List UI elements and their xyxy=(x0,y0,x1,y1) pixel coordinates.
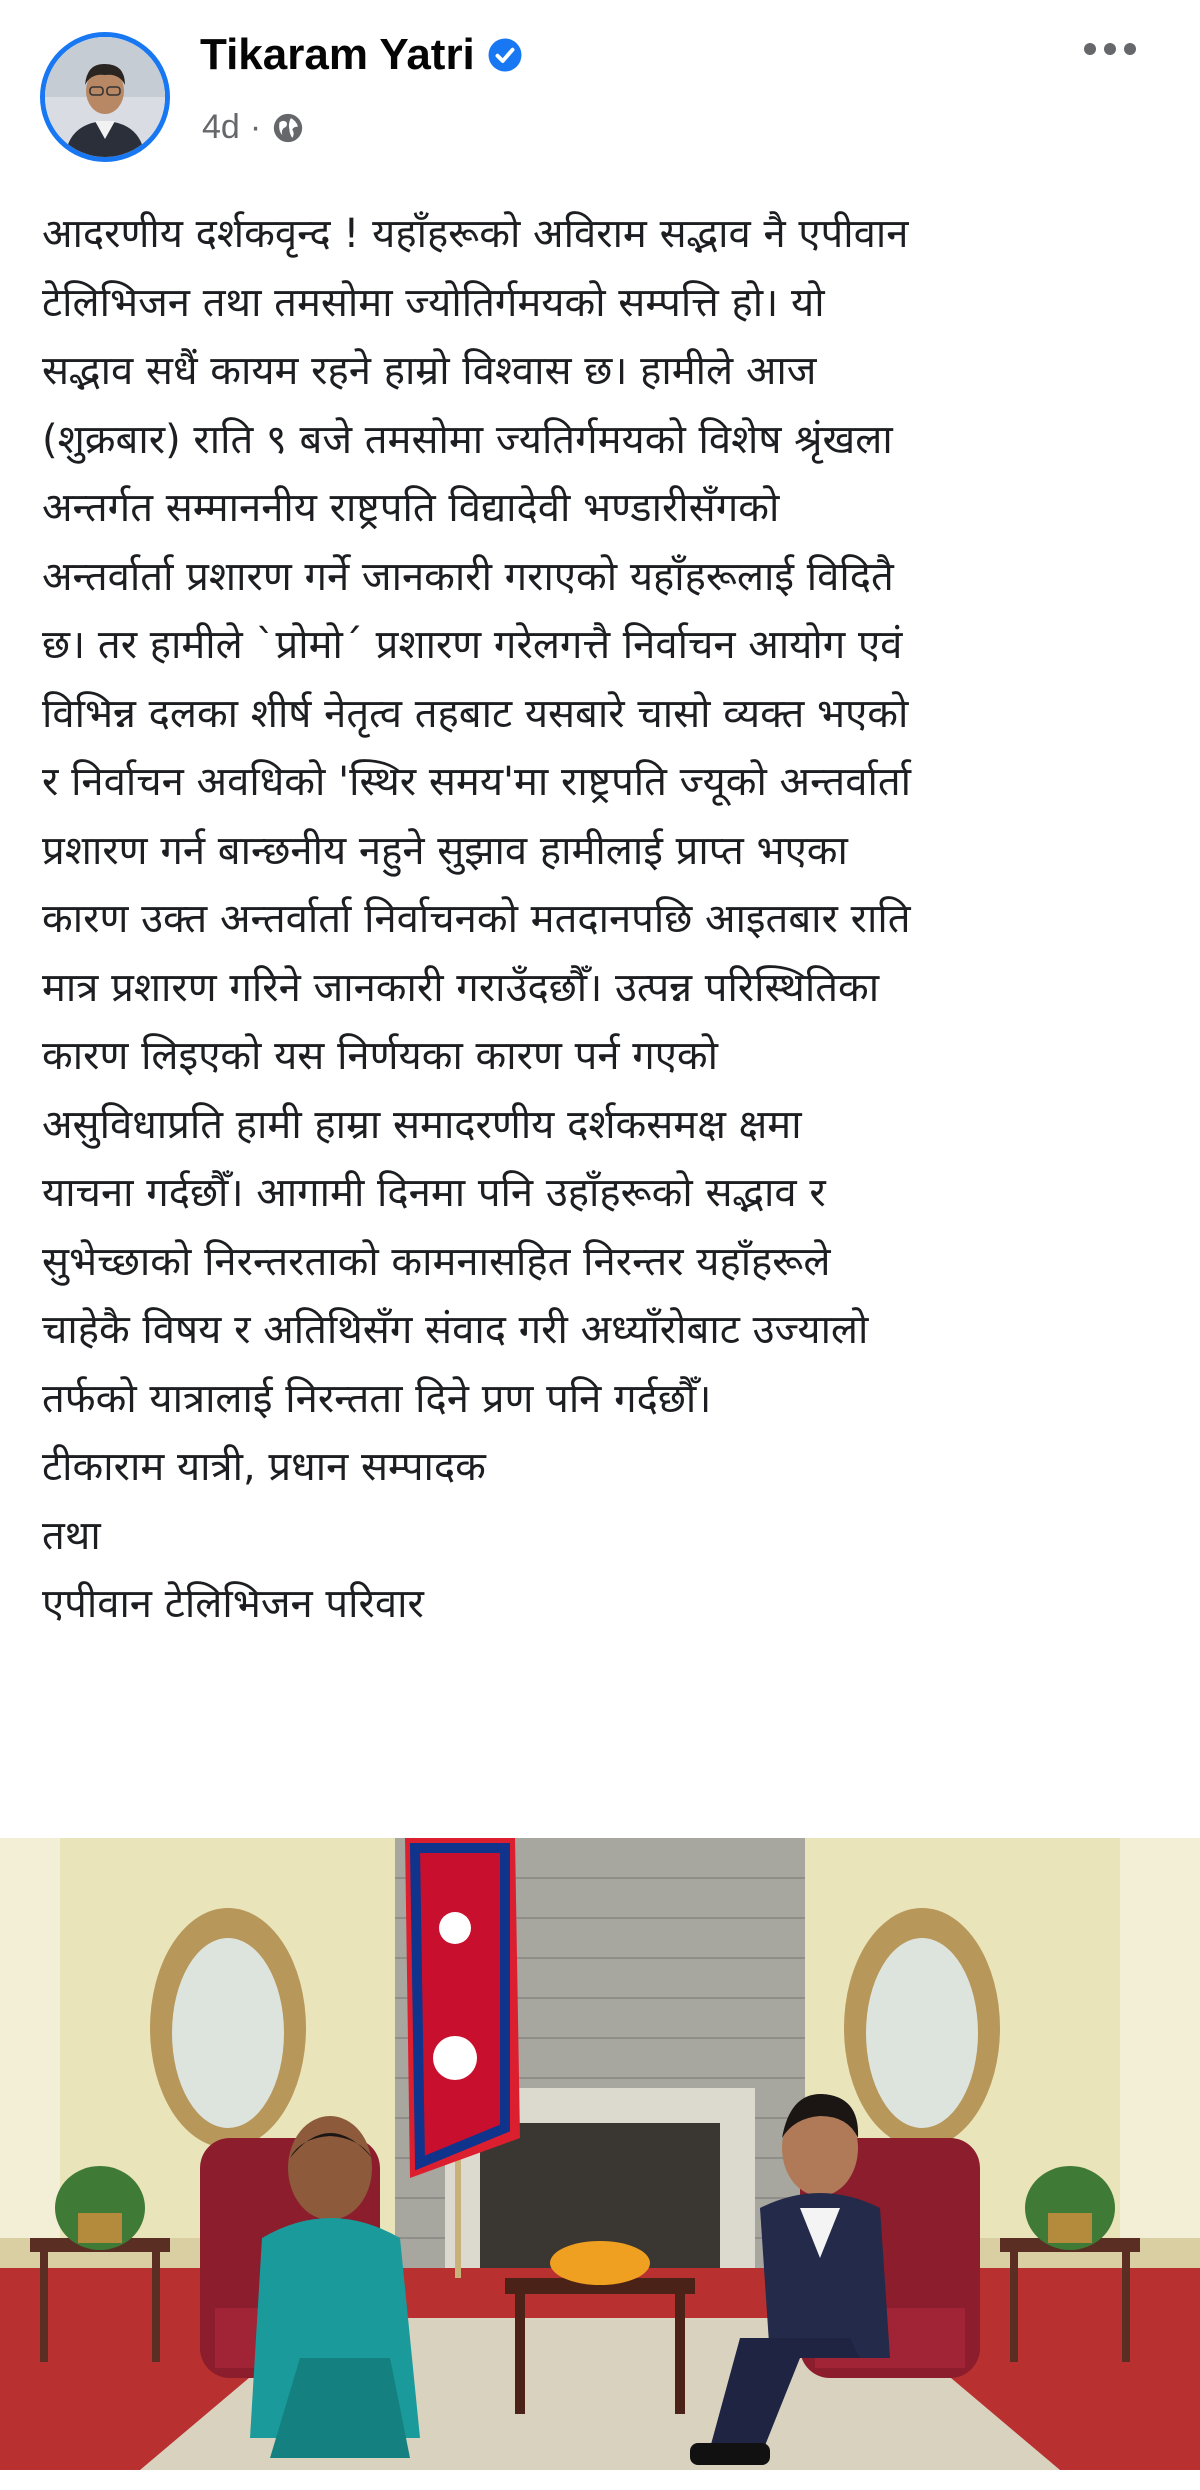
more-dot xyxy=(1104,43,1116,55)
post-text-line: विभिन्न दलका शीर्ष नेतृत्व तहबाट यसबारे चासो व्यक्त भएको xyxy=(42,690,909,737)
post-text-line: (शुक्रबार) राति ९ बजे तमसोमा ज्यतिर्गमयको विशेष श्रृंखला xyxy=(42,416,893,463)
more-dot xyxy=(1124,43,1136,55)
interview-photo xyxy=(0,1838,1200,2470)
post-time[interactable]: 4d xyxy=(202,108,240,146)
signature-name: टीकाराम यात्री, प्रधान सम्पादक xyxy=(42,1444,486,1490)
signature-and: तथा xyxy=(42,1512,101,1559)
post-meta xyxy=(202,108,305,147)
post-text-line: आदरणीय दर्शकवृन्द ! यहाँहरूको अविराम सद्भाव नै एपीवान xyxy=(42,211,909,257)
meta-separator: · xyxy=(249,108,262,146)
verified-badge-icon xyxy=(487,37,523,73)
author-name-row xyxy=(200,30,523,80)
globe-icon[interactable] xyxy=(271,111,305,145)
signature-org: एपीवान टेलिभिजन परिवार xyxy=(42,1581,424,1627)
post-body xyxy=(42,200,1182,1639)
post-text-line: असुविधाप्रति हामी हाम्रा समादरणीय दर्शकसमक्ष क्षमा xyxy=(42,1101,802,1148)
avatar-image xyxy=(45,37,165,157)
post-text-line: छ। तर हामीले `प्रोमो´ प्रशारण गरेलगत्तै निर्वाचन आयोग एवं xyxy=(42,622,903,668)
post-text-line: कारण लिइएको यस निर्णयका कारण पर्न गएको xyxy=(42,1033,718,1079)
post-text-line: सद्भाव सधैं कायम रहने हाम्रो विश्वास छ। हामीले आज xyxy=(42,348,817,394)
post-text-line: अन्तर्वार्ता प्रशारण गर्ने जानकारी गराएको यहाँहरूलाई विदितै xyxy=(42,553,894,600)
post-text-line: टेलिभिजन तथा तमसोमा ज्योतिर्गमयको सम्पत्ति हो। यो xyxy=(42,279,825,326)
post-text-line: कारण उक्त अन्तर्वार्ता निर्वाचनको मतदानपछि आइतबार राति xyxy=(42,896,911,942)
more-dot xyxy=(1084,43,1096,55)
post-text-line: तर्फको यात्रालाई निरन्तता दिने प्रण पनि गर्दछौँ। xyxy=(42,1375,712,1422)
post-text-line: मात्र प्रशारण गरिने जानकारी गराउँदछौँ। उत्पन्न परिस्थितिका xyxy=(42,964,880,1011)
post-photo[interactable] xyxy=(0,1838,1200,2470)
post-text-line: र निर्वाचन अवधिको 'स्थिर समय'मा राष्ट्रपति ज्यूको अन्तर्वार्ता xyxy=(42,759,911,805)
post-text-line: याचना गर्दछौँ। आगामी दिनमा पनि उहाँहरूको सद्भाव र xyxy=(42,1170,826,1216)
author-avatar[interactable] xyxy=(40,32,170,162)
post-header xyxy=(0,0,1200,170)
more-options-icon[interactable] xyxy=(1084,34,1144,64)
post-text-line: चाहेकै विषय र अतिथिसँग संवाद गरी अध्याँरोबाट उज्यालो xyxy=(42,1307,869,1353)
post-text-line: अन्तर्गत सम्माननीय राष्ट्रपति विद्यादेवी भण्डारीसँगको xyxy=(42,485,780,531)
author-name[interactable]: Tikaram Yatri xyxy=(200,30,475,79)
post-text-line: प्रशारण गर्न बान्छनीय नहुने सुझाव हामीलाई प्राप्त भएका xyxy=(42,827,848,874)
post-text-line: सुभेच्छाको निरन्तरताको कामनासहित निरन्तर यहाँहरूले xyxy=(42,1238,831,1285)
